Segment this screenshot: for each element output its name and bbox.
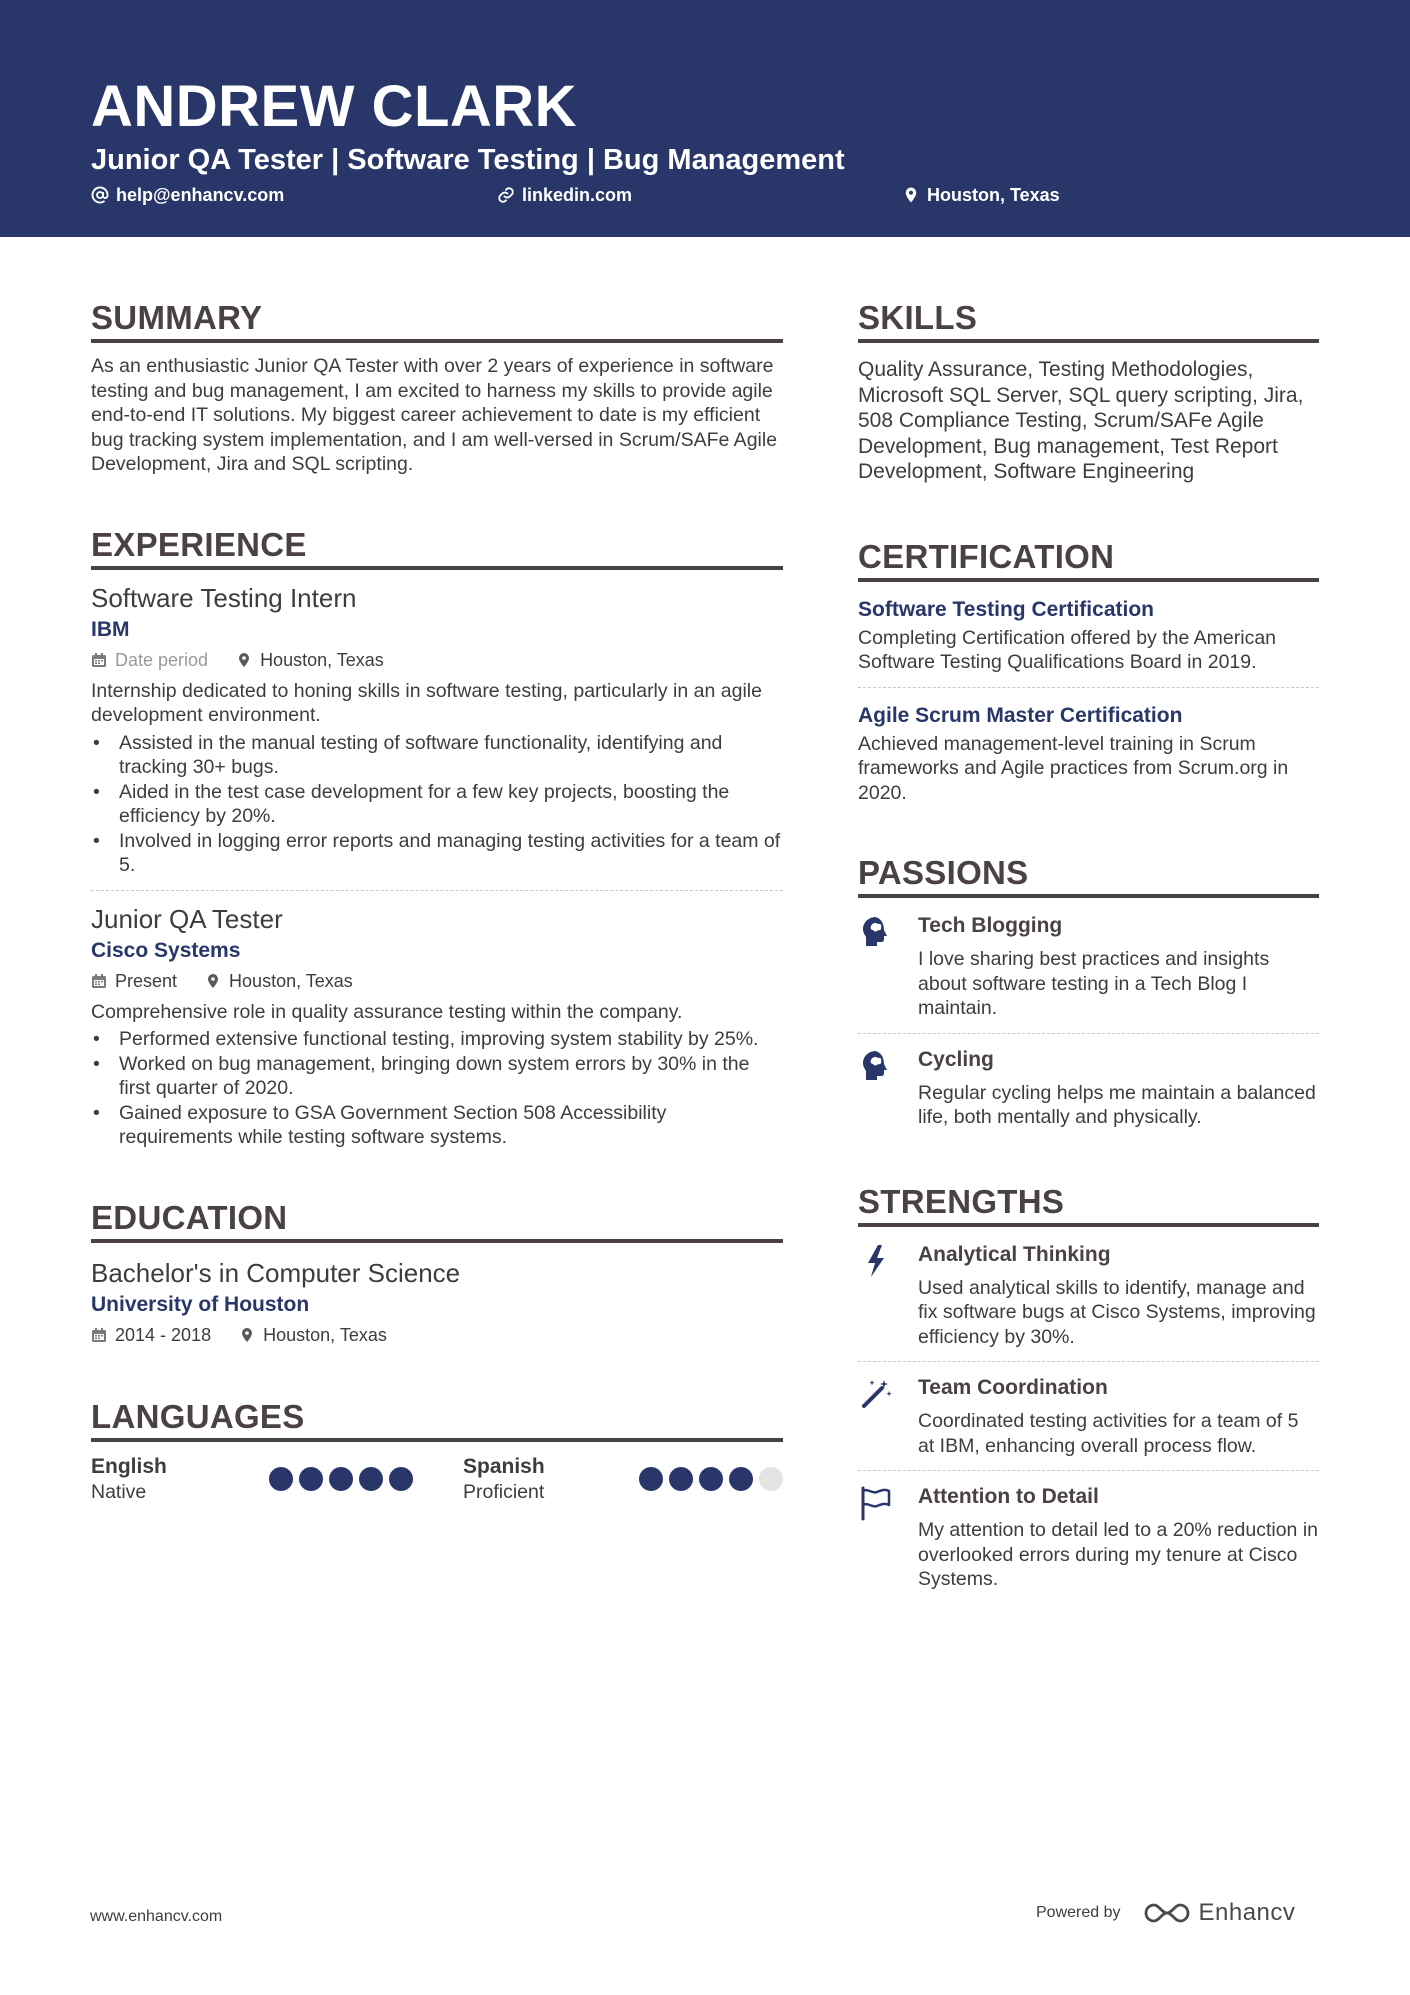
education-period-text: 2014 - 2018 (115, 1324, 212, 1345)
divider (858, 1361, 1319, 1362)
job-role: Junior QA Tester (91, 903, 283, 934)
location-pin-icon (205, 973, 221, 989)
email-text: help@enhancv.com (116, 185, 285, 205)
language-item (463, 1454, 783, 1504)
certification-item (858, 596, 1319, 675)
language-level: Proficient (463, 1480, 545, 1503)
strength-name: Analytical Thinking (918, 1242, 1111, 1266)
experience-heading: EXPERIENCE (91, 525, 783, 570)
strength-text: Used analytical skills to identify, manage and fix software bugs at Cisco Systems, improving efficiency by 30%. (918, 1276, 1316, 1348)
rating-dot (269, 1467, 293, 1491)
passion-name: Tech Blogging (918, 914, 1063, 937)
job-period (91, 969, 177, 993)
job-location (236, 648, 384, 672)
job-entry (91, 582, 783, 878)
job-company: IBM (91, 617, 130, 641)
degree: Bachelor's in Computer Science (91, 1257, 461, 1288)
strength-item (858, 1241, 1319, 1350)
candidate-tagline: Junior QA Tester | Software Testing | Bug Management (91, 144, 845, 176)
education-heading: EDUCATION (91, 1198, 783, 1243)
at-icon (91, 186, 109, 204)
passion-item (858, 912, 1319, 1021)
linkedin-text: linkedin.com (522, 185, 633, 205)
language-level: Native (91, 1480, 147, 1503)
enhancv-logo-icon (1143, 1900, 1191, 1926)
job-location (205, 969, 353, 993)
certification-text: Achieved management-level training in Scrum frameworks and Agile practices from Scrum.org in 2020. (858, 732, 1289, 804)
certification-text: Completing Certification offered by the American Software Testing Qualifications Board in 2019. (858, 626, 1277, 673)
summary-heading: SUMMARY (91, 298, 783, 343)
passions-heading: PASSIONS (858, 853, 1319, 898)
calendar-icon (91, 652, 107, 668)
language-item (91, 1454, 463, 1504)
rating-dot (699, 1467, 723, 1491)
education-meta (91, 1323, 783, 1347)
rating-dot (299, 1467, 323, 1491)
rating-dot (639, 1467, 663, 1491)
link-icon (497, 186, 515, 204)
job-bullet: • Gained exposure to GSA Government Section 508 Accessibility requirements while testing software systems. (91, 1101, 783, 1150)
rating-dot (729, 1467, 753, 1491)
divider (858, 687, 1319, 688)
location-pin-icon (239, 1327, 255, 1343)
language-rating (639, 1467, 783, 1504)
strength-text: My attention to detail led to a 20% reduction in overlooked errors during my tenure at Cisco Systems. (918, 1519, 1318, 1590)
job-location-text: Houston, Texas (229, 970, 353, 991)
rating-dot (389, 1467, 413, 1491)
education-location (239, 1323, 387, 1347)
languages-heading: LANGUAGES (91, 1397, 783, 1442)
experience-section (91, 525, 783, 1150)
location-pin-icon (902, 186, 920, 204)
education-period (91, 1323, 211, 1347)
left-column (91, 298, 783, 1504)
summary-text: As an enthusiastic Junior QA Tester with over 2 years of experience in software testing and bug management, I am excited to harness my skills to provide agile end-to-end IT solutions. My biggest career achievement to date is my efficient bug tracking system implementation, and I am well-versed in Scrum/SAFe Agile Development, Jira and SQL scripting. (91, 355, 778, 475)
divider (91, 890, 783, 891)
language-name: English (91, 1454, 167, 1478)
certification-section (858, 537, 1319, 806)
job-bullet: • Assisted in the manual testing of software functionality, identifying and tracking 30+ bugs. (91, 731, 783, 780)
certification-item (858, 702, 1319, 806)
contact-location (902, 183, 1060, 207)
strengths-heading: STRENGTHS (858, 1182, 1319, 1227)
rating-dot (329, 1467, 353, 1491)
job-description: Comprehensive role in quality assurance testing within the company. (91, 1000, 683, 1023)
lightning-bolt-icon (858, 1243, 894, 1279)
brand-name: Enhancv (1198, 1899, 1296, 1926)
strength-item (858, 1483, 1319, 1592)
strength-item (858, 1374, 1319, 1458)
strength-text: Coordinated testing activities for a team of 5 at IBM, enhancing overall process flow. (918, 1410, 1299, 1457)
head-brain-icon (858, 1048, 894, 1084)
contact-linkedin[interactable] (497, 183, 632, 207)
languages-section (91, 1397, 783, 1504)
magic-wand-icon (858, 1376, 894, 1412)
powered-by-text: Powered by (1036, 1904, 1121, 1921)
skills-text: Quality Assurance, Testing Methodologies, Microsoft SQL Server, SQL query scripting, Jira, 508 Compliance Testing, Scrum/SAFe Agile Development, Bug management, Test Report Development, Software Engineering (858, 358, 1304, 483)
school: University of Houston (91, 1292, 310, 1316)
passion-text: I love sharing best practices and insights about software testing in a Tech Blog I maintain. (918, 948, 1270, 1019)
job-bullet: • Worked on bug management, bringing down system errors by 30% in the first quarter of 2020. (91, 1052, 783, 1101)
job-bullets (91, 731, 783, 878)
job-meta (91, 648, 783, 672)
location-text: Houston, Texas (927, 185, 1060, 205)
job-bullet: • Aided in the test case development for a few key projects, boosting the efficiency by 20%. (91, 780, 783, 829)
job-period (91, 648, 208, 672)
head-brain-icon (858, 914, 894, 950)
strengths-section (858, 1182, 1319, 1592)
candidate-name: ANDREW CLARK (91, 74, 578, 139)
languages-list (91, 1454, 783, 1504)
calendar-icon (91, 1327, 107, 1343)
job-description: Internship dedicated to honing skills in software testing, particularly in an agile development environment. (91, 679, 762, 726)
certification-heading: CERTIFICATION (858, 537, 1319, 582)
rating-dot (759, 1467, 783, 1491)
divider (858, 1033, 1319, 1034)
footer-branding (1036, 1899, 1295, 1927)
calendar-icon (91, 973, 107, 989)
skills-section (858, 298, 1319, 485)
strength-name: Attention to Detail (918, 1485, 1099, 1508)
certification-name: Software Testing Certification (858, 597, 1154, 621)
education-location-text: Houston, Texas (263, 1324, 387, 1345)
job-entry (91, 903, 783, 1150)
certification-name: Agile Scrum Master Certification (858, 703, 1183, 727)
job-period-text: Present (115, 970, 178, 991)
job-meta (91, 969, 783, 993)
strength-name: Team Coordination (918, 1376, 1108, 1399)
resume-header (0, 0, 1410, 237)
job-bullets (91, 1027, 783, 1150)
job-company: Cisco Systems (91, 938, 241, 962)
passion-item (858, 1046, 1319, 1130)
skills-heading: SKILLS (858, 298, 1319, 343)
job-location-text: Houston, Texas (260, 649, 384, 670)
rating-dot (359, 1467, 383, 1491)
job-bullet: • Performed extensive functional testing, improving system stability by 25%. (91, 1027, 783, 1052)
job-role: Software Testing Intern (91, 582, 357, 613)
job-bullet: • Involved in logging error reports and managing testing activities for a team of 5. (91, 829, 783, 878)
language-rating (269, 1467, 413, 1504)
rating-dot (669, 1467, 693, 1491)
contact-email[interactable] (91, 183, 284, 207)
divider (858, 1470, 1319, 1471)
summary-section (91, 298, 783, 477)
location-pin-icon (236, 652, 252, 668)
passion-name: Cycling (918, 1047, 994, 1071)
flag-icon (858, 1485, 894, 1521)
enhancv-logo[interactable] (1143, 1899, 1296, 1927)
passion-text: Regular cycling helps me maintain a balanced life, both mentally and physically. (918, 1081, 1316, 1128)
right-column (858, 298, 1319, 1592)
job-period-text: Date period (115, 649, 209, 670)
footer-website[interactable]: www.enhancv.com (90, 1908, 223, 1925)
passions-section (858, 853, 1319, 1130)
education-section (91, 1198, 783, 1347)
language-name: Spanish (463, 1454, 545, 1478)
